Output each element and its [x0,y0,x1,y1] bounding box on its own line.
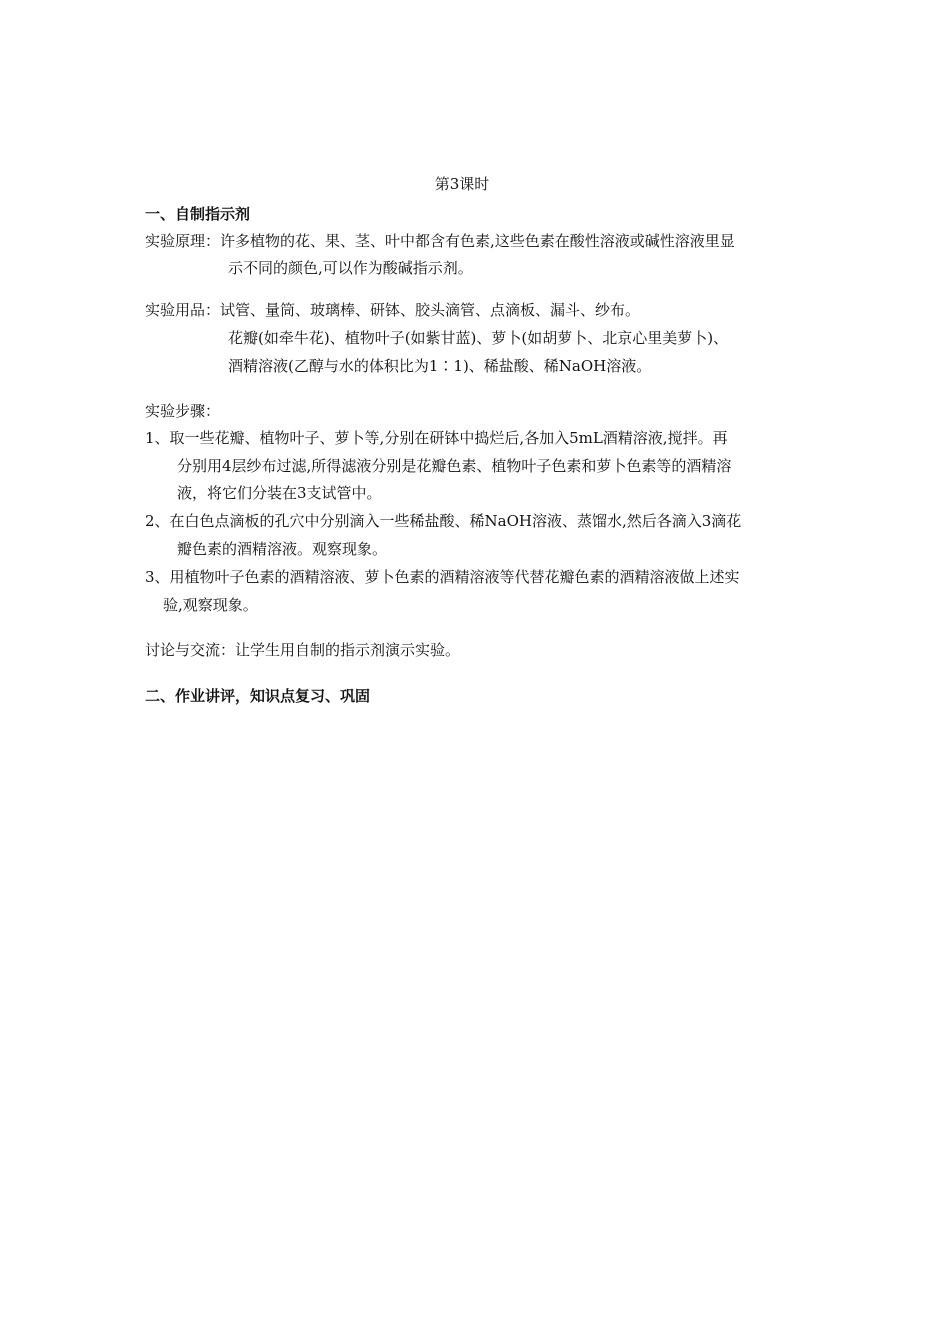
materials-line-1: 实验用品：试管、量筒、玻璃棒、研钵、胶头滴管、点滴板、漏斗、纱布。 [145,301,641,319]
step1-line-3: 液，将它们分装在3支试管中。 [177,484,382,502]
principle-line-2: 示不同的颜色,可以作为酸碱指示剂。 [228,259,473,277]
step3-line-1: 3、用植物叶子色素的酒精溶液、萝卜色素的酒精溶液等代替花瓣色素的酒精溶液做上述实 [145,568,740,586]
section2-heading: 二、作业讲评，知识点复习、巩固 [145,687,371,705]
steps-label: 实验步骤： [145,402,221,420]
section1-heading: 一、自制指示剂 [145,205,251,223]
materials-line-2: 花瓣(如牵牛花)、植物叶子(如紫甘蓝)、萝卜(如胡萝卜、北京心里美萝卜)、 [228,329,729,347]
step2-line-2: 瓣色素的酒精溶液。观察现象。 [177,540,388,558]
step1-line-2: 分别用4层纱布过滤,所得滤液分别是花瓣色素、植物叶子色素和萝卜色素等的酒精溶 [177,457,732,475]
step2-line-1: 2、在白色点滴板的孔穴中分别滴入一些稀盐酸、稀NaOH溶液、蒸馏水,然后各滴入3滴花 [145,512,742,530]
materials-line-3: 酒精溶液(乙醇与水的体积比为1∶1)、稀盐酸、稀NaOH溶液。 [228,357,652,375]
step1-line-1: 1、取一些花瓣、植物叶子、萝卜等,分别在研钵中捣烂后,各加入5mL酒精溶液,搅拌。再 [145,429,728,447]
principle-line-1: 实验原理：许多植物的花、果、茎、叶中都含有色素,这些色素在酸性溶液或碱性溶液里显 [145,232,735,250]
discussion-line: 讨论与交流：让学生用自制的指示剂演示实验。 [145,641,461,659]
lesson-title: 第3课时 [434,175,490,193]
step3-line-2: 验,观察现象。 [163,596,258,614]
